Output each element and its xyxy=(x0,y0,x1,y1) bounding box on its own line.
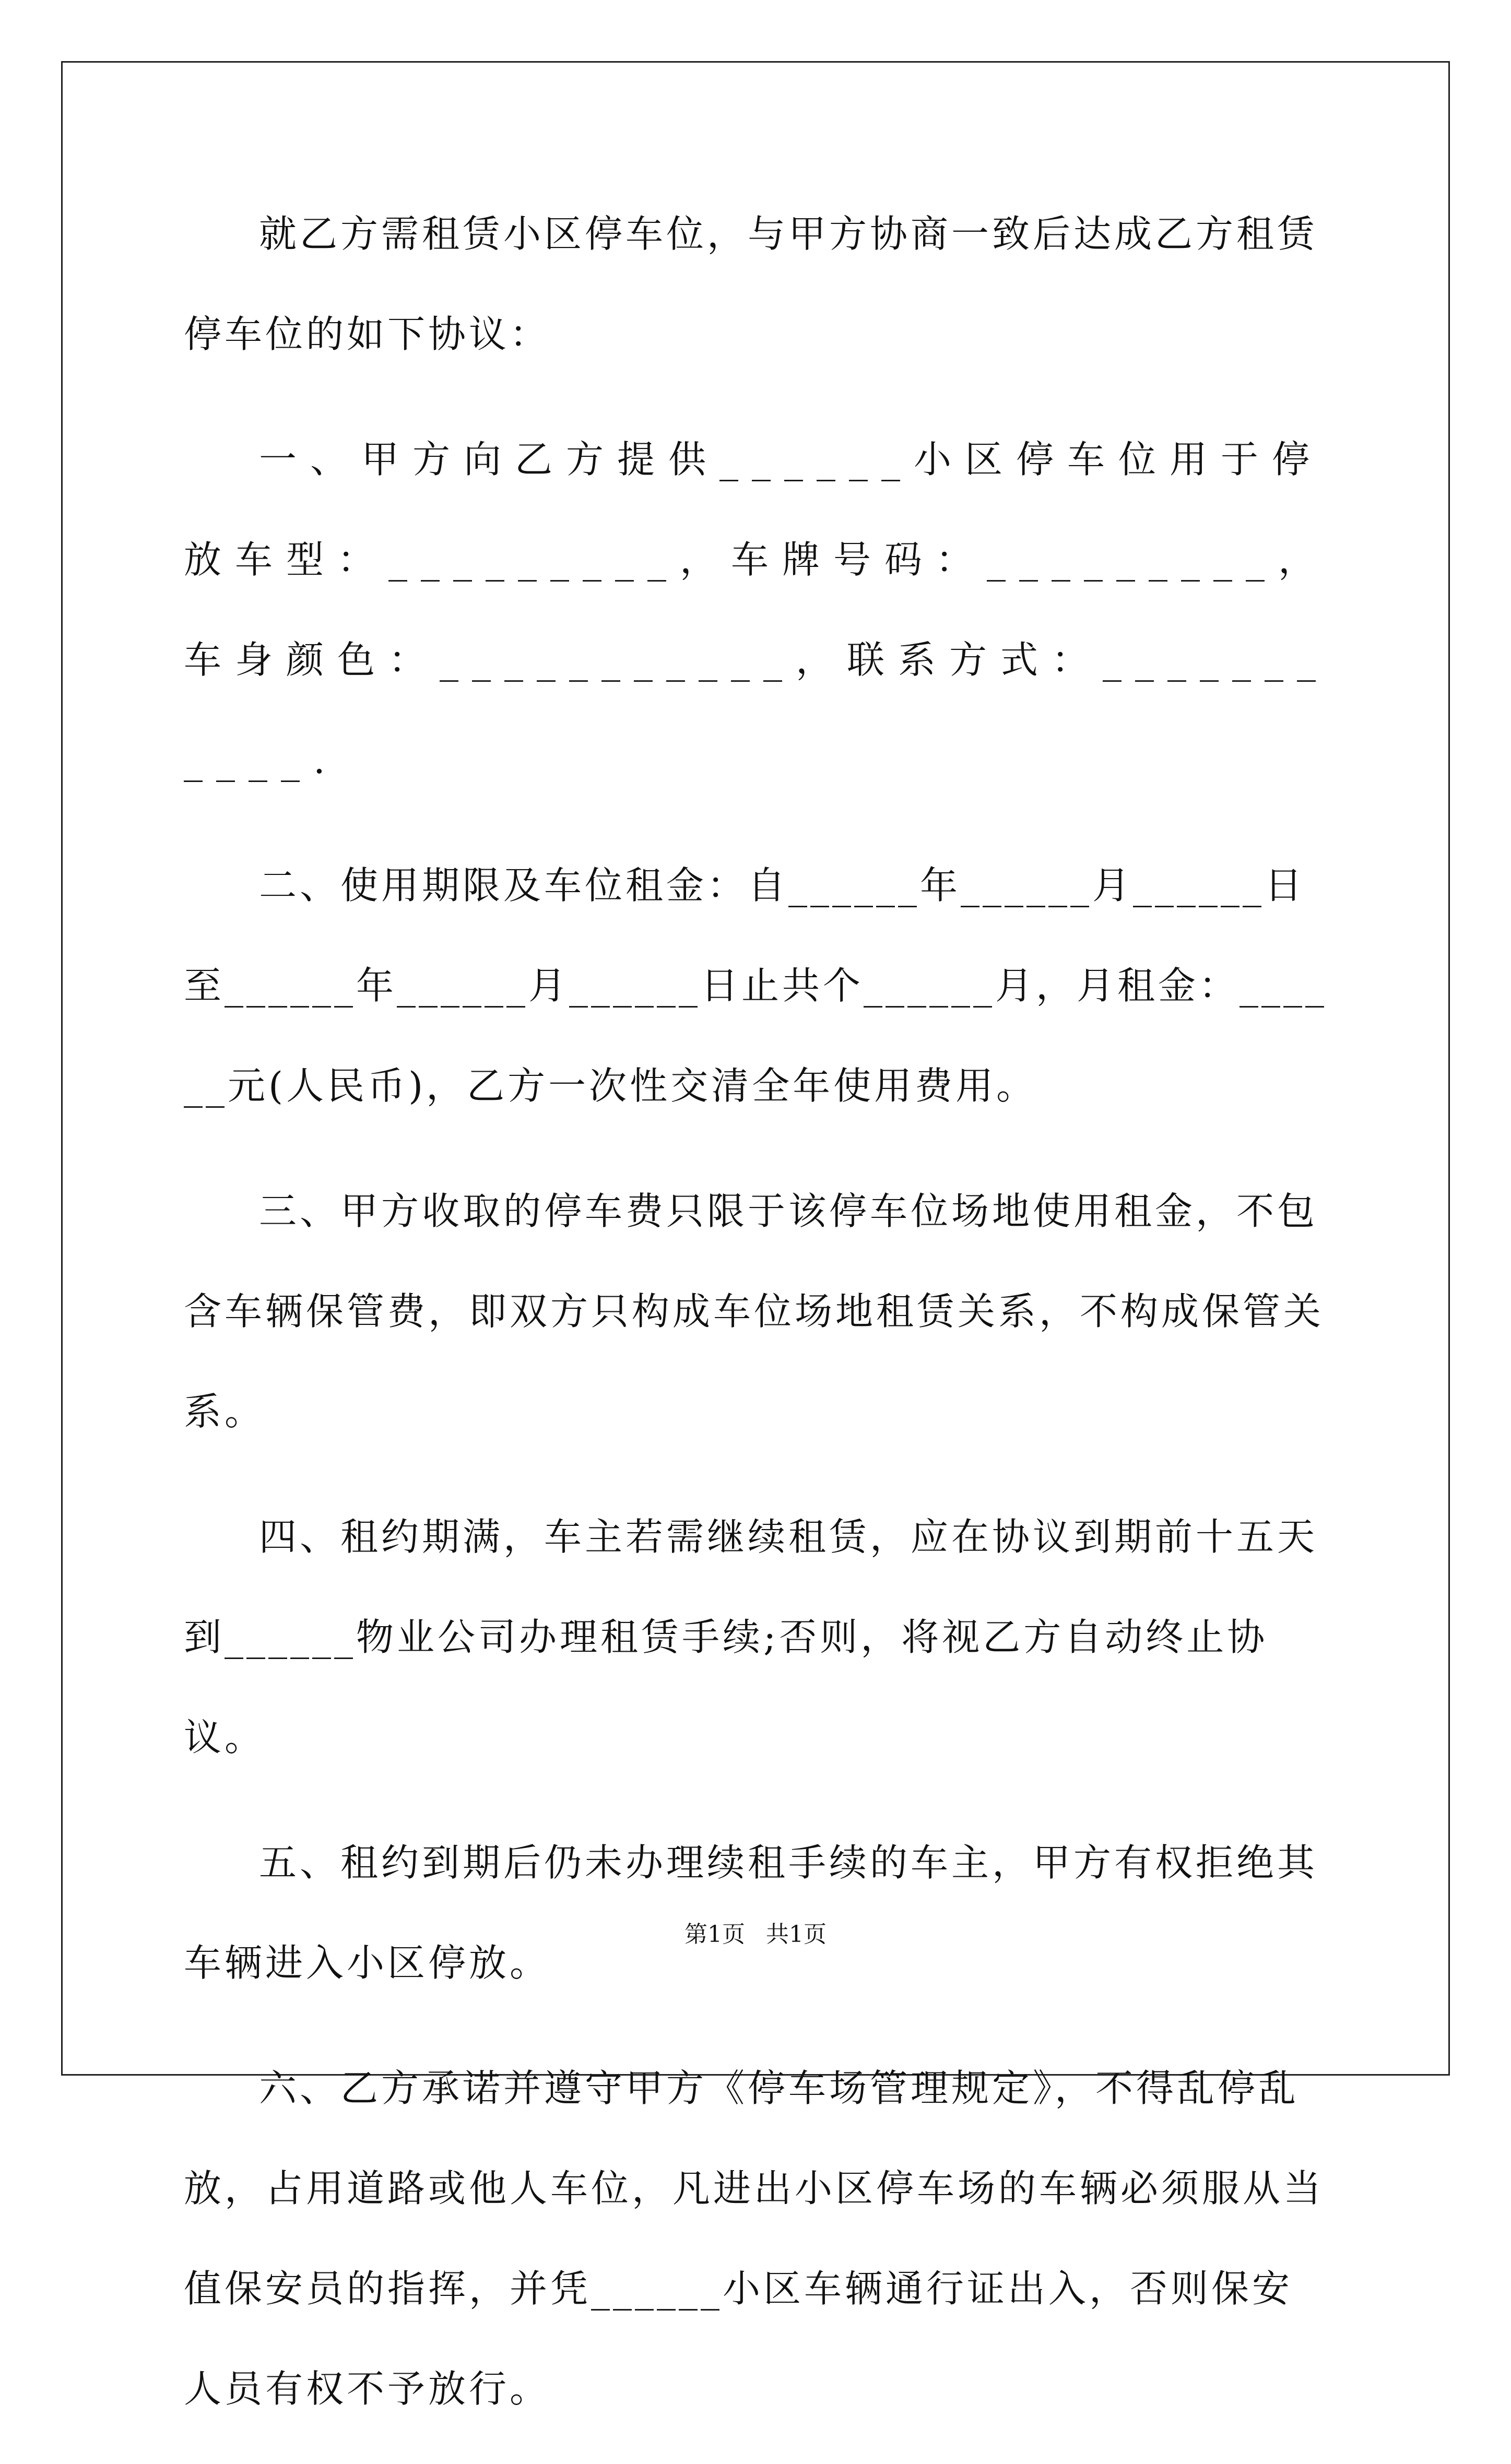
paragraph-clause-3: 三、甲方收取的停车费只限于该停车位场地使用租金，不包含车辆保管费，即双方只构成车位场地租赁关系，不构成保管关系。 xyxy=(184,1189,1325,1434)
paragraph-intro: 就乙方需租赁小区停车位，与甲方协商一致后达成乙方租赁停车位的如下协议： xyxy=(184,212,1318,356)
paragraph-clause-5: 五、租约到期后仍未办理续租手续的车主，甲方有权拒绝其车辆进入小区停放。 xyxy=(184,1841,1318,1985)
page-number: 第1页 xyxy=(684,1921,745,1948)
paragraph-clause-2: 二、使用期限及车位租金：自______年______月______日至______年______月______日止共个______月，月租金：______元(人民币)，乙方一次性交清全年使用费用。 xyxy=(184,863,1328,1108)
paragraph-clause-1: 一、甲方向乙方提供______小区停车位用于停放车型：_________，车牌号码：_________，车身颜色：___________，联系方式：___________. xyxy=(184,437,1330,782)
page-footer xyxy=(0,1919,1511,1950)
paragraph-clause-4: 四、租约期满，车主若需继续租赁，应在协议到期前十五天到______物业公司办理租赁手续;否则，将视乙方自动终止协议。 xyxy=(184,1515,1318,1759)
page-total: 共1页 xyxy=(766,1921,827,1948)
paragraph-clause-6: 六、乙方承诺并遵守甲方《停车场管理规定》，不得乱停乱放，占用道路或他人车位，凡进出小区停车场的车辆必须服从当值保安员的指挥，并凭______小区车辆通行证出入，否则保安人员有权不予放行。 xyxy=(184,2066,1325,2411)
document-body xyxy=(184,184,1332,2464)
